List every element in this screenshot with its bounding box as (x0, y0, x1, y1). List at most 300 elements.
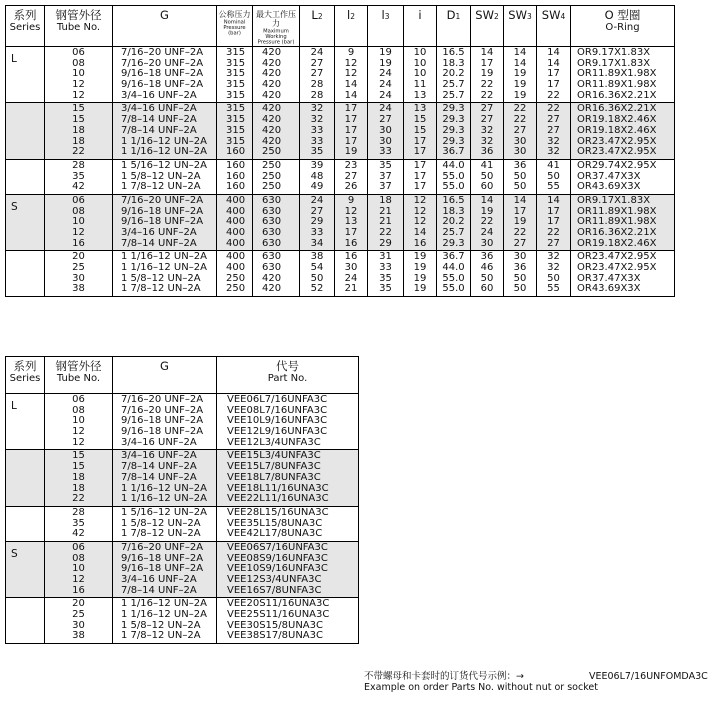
i2-value: 16 (344, 237, 358, 249)
order-example-note (364, 671, 708, 693)
part-no-value: VEE18L7/8UNFA3C (227, 471, 321, 483)
i-value: 17 (413, 170, 427, 182)
i2-value: 17 (344, 124, 358, 136)
tube-value: 30 (72, 619, 85, 631)
oring-value: OR43.69X3X (577, 283, 641, 295)
sw4-value: 32 (547, 262, 560, 274)
sw3-value: 27 (513, 237, 527, 249)
sw3-value: 19 (513, 79, 527, 91)
thread-cell (113, 103, 217, 159)
sw3-header: SW3 (504, 6, 537, 47)
oring-value: OR9.17X1.83X (577, 57, 651, 69)
nominal-pressure-value: 250 (226, 272, 246, 284)
nominal-pressure-cell (217, 251, 253, 297)
sw3-value: 14 (513, 57, 527, 69)
thread-value: 1 5/8–12 UN–2A (121, 170, 201, 182)
part-no-cell (217, 506, 359, 541)
i2-value: 23 (344, 159, 358, 171)
part-no-value: VEE30S15/8UNA3C (227, 619, 323, 631)
i3-value: 31 (379, 251, 392, 263)
d1-value: 20.2 (442, 68, 465, 80)
sw2-value: 19 (480, 68, 494, 80)
l2-header: L2 (300, 6, 335, 47)
sw4-value: 41 (547, 159, 560, 171)
sw2-value: 60 (480, 181, 494, 193)
thread-value: 1 7/8–12 UN–2A (121, 630, 201, 642)
tube-value: 38 (72, 630, 85, 642)
d1-value: 25.7 (442, 227, 465, 238)
tube-value: 10 (72, 563, 85, 575)
thread-value: 7/8–14 UNF–2A (121, 584, 197, 596)
d1-value: 25.7 (442, 89, 465, 101)
thread-value: 1 5/8–12 UN–2A (121, 619, 201, 631)
l2-value: 27 (310, 68, 324, 80)
l2-value: 33 (310, 227, 324, 238)
max-pressure-value: 420 (262, 272, 282, 284)
d1-value: 44.0 (442, 262, 465, 274)
l2-value: 54 (310, 262, 324, 274)
l2-value: 33 (310, 124, 324, 136)
tube-value: 38 (72, 283, 85, 295)
tube-value: 20 (72, 251, 85, 263)
i2-value: 12 (344, 68, 358, 80)
sw2-value: 22 (480, 216, 494, 228)
oring-value: OR23.47X2.95X (577, 262, 657, 274)
tube-value: 16 (72, 237, 85, 249)
sw4-value: 14 (547, 194, 560, 206)
tube-value: 35 (72, 170, 85, 182)
tube-value: 18 (72, 482, 85, 494)
sw3-value: 30 (513, 146, 527, 158)
series-cell (6, 159, 45, 194)
nominal-pressure-value: 400 (226, 216, 246, 228)
part-number-table (5, 356, 359, 644)
i-value: 11 (413, 79, 427, 91)
thread-value: 1 1/16–12 UN–2A (121, 482, 207, 494)
max-pressure-value: 420 (262, 114, 282, 126)
tube-value: 10 (72, 68, 85, 80)
sw4-cell (537, 251, 571, 297)
l2-value: 52 (310, 283, 324, 295)
i3-cell (368, 194, 404, 250)
d1-value: 18.3 (442, 57, 465, 69)
tube-value: 12 (72, 227, 85, 238)
i2-value: 17 (344, 135, 358, 147)
thread-cell (113, 598, 217, 644)
i-value: 14 (413, 227, 427, 238)
oring-value: OR11.89X1.98X (577, 68, 657, 80)
i2-value: 14 (344, 89, 358, 101)
nominal-pressure-cell (217, 159, 253, 194)
tube-cell (45, 194, 113, 250)
i3-value: 30 (379, 124, 392, 136)
sw3-value: 19 (513, 68, 527, 80)
sw4-value: 50 (547, 272, 560, 284)
sw3-cell (504, 103, 537, 159)
nominal-pressure-value: 315 (226, 103, 246, 115)
l2-value: 50 (310, 272, 324, 284)
d1-value: 16.5 (442, 194, 465, 206)
nominal-pressure-cell (217, 47, 253, 103)
tube-value: 22 (72, 493, 85, 505)
nominal-pressure-cell (217, 194, 253, 250)
sw4-value: 32 (547, 135, 560, 147)
d1-value: 29.3 (442, 237, 465, 249)
thread-value: 7/8–14 UNF–2A (121, 124, 197, 136)
max-pressure-value: 420 (262, 68, 282, 80)
i-cell (404, 194, 437, 250)
sw4-value: 22 (547, 103, 560, 115)
i-cell (404, 159, 437, 194)
tube-value: 15 (72, 450, 85, 462)
l2-value: 24 (310, 194, 324, 206)
sw3-value: 22 (513, 227, 527, 238)
max-pressure-value: 630 (262, 262, 282, 274)
thread-cell (113, 47, 217, 103)
i2-cell (335, 159, 368, 194)
l2-cell (300, 47, 335, 103)
i3-value: 21 (379, 205, 392, 217)
thread-value: 9/16–18 UNF–2A (121, 79, 204, 91)
l2-value: 34 (310, 237, 324, 249)
i2-cell (335, 194, 368, 250)
max-pressure-value: 630 (262, 251, 282, 263)
nominal-pressure-value: 160 (226, 146, 246, 158)
i3-value: 35 (379, 159, 392, 171)
sw4-value: 27 (547, 114, 560, 126)
tube-value: 18 (72, 135, 85, 147)
sw2-cell (471, 103, 504, 159)
sw2-value: 27 (480, 114, 494, 126)
table-row (6, 541, 359, 597)
sw2-value: 14 (480, 47, 494, 58)
sw3-value: 50 (513, 181, 527, 193)
part-no-cell (217, 541, 359, 597)
tube-value: 10 (72, 216, 85, 228)
i3-cell (368, 159, 404, 194)
thread-value: 1 1/16–12 UN–2A (121, 262, 207, 274)
thread-value: 9/16–18 UNF–2A (121, 415, 204, 427)
oring-value: OR29.74X2.95X (577, 159, 657, 171)
thread-value: 1 5/16–12 UN–2A (121, 159, 207, 171)
table-row (6, 394, 359, 450)
tube-cell (45, 450, 113, 506)
max-pressure-header: 最大工作压力 Maximum Working Pressure (bar) (253, 6, 300, 47)
thread-value: 3/4–16 UNF–2A (121, 89, 197, 101)
i-value: 17 (413, 181, 427, 193)
tube-value: 16 (72, 584, 85, 596)
part-no-cell (217, 598, 359, 644)
oring-value: OR9.17X1.83X (577, 47, 651, 58)
d1-value: 44.0 (442, 159, 465, 171)
oring-cell (571, 251, 675, 297)
nominal-pressure-value: 400 (226, 237, 246, 249)
sw2-value: 32 (480, 124, 494, 136)
i3-cell (368, 47, 404, 103)
part-no-value: VEE16S7/8UNFA3C (227, 584, 322, 596)
sw2-value: 60 (480, 283, 494, 295)
max-pressure-value: 420 (262, 57, 282, 69)
l2-value: 28 (310, 89, 324, 101)
thread-header: G (113, 6, 217, 47)
i2-value: 17 (344, 103, 358, 115)
oring-cell (571, 159, 675, 194)
thread-value: 3/4–16 UNF–2A (121, 450, 197, 462)
tube-cell (45, 394, 113, 450)
i-value: 17 (413, 146, 427, 158)
i3-value: 21 (379, 216, 392, 228)
part-no-value: VEE12L9/16UNFA3C (227, 426, 328, 438)
sw4-value: 50 (547, 170, 560, 182)
part-no-value: VEE08L7/16UNFA3C (227, 404, 328, 416)
table-row (6, 47, 675, 103)
d1-value: 18.3 (442, 205, 465, 217)
max-pressure-cell (253, 251, 300, 297)
thread-value: 9/16–18 UNF–2A (121, 552, 204, 564)
i3-cell (368, 103, 404, 159)
sw3-value: 50 (513, 272, 527, 284)
part-no-value: VEE15L7/8UNFA3C (227, 461, 321, 473)
sw2-value: 19 (480, 205, 494, 217)
thread-value: 9/16–18 UNF–2A (121, 68, 204, 80)
sw3-value: 17 (513, 205, 527, 217)
thread-value: 1 7/8–12 UN–2A (121, 181, 201, 193)
thread-value: 1 5/16–12 UN–2A (121, 506, 207, 518)
sw3-cell (504, 194, 537, 250)
part-no-value: VEE42L17/8UNA3C (227, 528, 323, 540)
nominal-pressure-value: 160 (226, 181, 246, 193)
tube-value: 15 (72, 103, 85, 115)
tube-value: 06 (72, 394, 85, 405)
sw3-value: 36 (513, 262, 527, 274)
sw4-header: SW4 (537, 6, 571, 47)
sw4-value: 14 (547, 47, 560, 58)
d1-cell (437, 251, 471, 297)
l2-value: 27 (310, 205, 324, 217)
sw4-cell (537, 103, 571, 159)
sw3-value: 27 (513, 124, 527, 136)
sw3-cell (504, 159, 537, 194)
oring-value: OR43.69X3X (577, 181, 641, 193)
i2-cell (335, 47, 368, 103)
sw2-value: 36 (480, 146, 494, 158)
thread-value: 3/4–16 UNF–2A (121, 436, 197, 448)
sw2-value: 50 (480, 272, 494, 284)
i-value: 19 (413, 283, 427, 295)
sw3-value: 14 (513, 194, 527, 206)
note-english: Example on order Parts No. without nut or socket (364, 682, 598, 693)
l2-value: 28 (310, 79, 324, 91)
sw3-value: 22 (513, 103, 527, 115)
tube-cell (45, 251, 113, 297)
nominal-pressure-value: 160 (226, 170, 246, 182)
sw2-value: 17 (480, 57, 494, 69)
thread-value: 3/4–16 UNF–2A (121, 574, 197, 585)
tube-value: 06 (72, 194, 85, 206)
sw2-value: 30 (480, 237, 494, 249)
sw4-value: 17 (547, 68, 560, 80)
series-cell: L (6, 47, 45, 103)
thread-value: 7/16–20 UNF–2A (121, 194, 204, 206)
i3-value: 18 (379, 194, 392, 206)
thread-value: 7/8–14 UNF–2A (121, 114, 197, 126)
oring-value: OR16.36X2.21X (577, 227, 657, 238)
part-no-value: VEE08S9/16UNFA3C (227, 552, 328, 564)
i2-value: 17 (344, 227, 358, 238)
oring-cell (571, 47, 675, 103)
i3-value: 22 (379, 227, 392, 238)
part-no-value: VEE12S3/4UNFA3C (227, 574, 322, 585)
part-no-value: VEE22L11/16UNA3C (227, 493, 329, 505)
i3-value: 33 (379, 262, 392, 274)
nominal-pressure-value: 315 (226, 68, 246, 80)
series-cell (6, 251, 45, 297)
tube-value: 35 (72, 517, 85, 529)
i2-header: l2 (335, 6, 368, 47)
tube-cell (45, 159, 113, 194)
d1-value: 20.2 (442, 216, 465, 228)
tube-cell (45, 506, 113, 541)
sw2-cell (471, 194, 504, 250)
d1-value: 29.3 (442, 124, 465, 136)
i-value: 17 (413, 159, 427, 171)
series-cell: S (6, 541, 45, 597)
sw4-value: 17 (547, 79, 560, 91)
i-value: 15 (413, 124, 427, 136)
thread-value: 7/8–14 UNF–2A (121, 471, 197, 483)
max-pressure-value: 420 (262, 103, 282, 115)
tube-value: 20 (72, 598, 85, 610)
d1-value: 25.7 (442, 79, 465, 91)
sw2-value: 36 (480, 251, 494, 263)
sw2-cell (471, 159, 504, 194)
max-pressure-value: 630 (262, 216, 282, 228)
nominal-pressure-value: 315 (226, 79, 246, 91)
oring-value: OR19.18X2.46X (577, 124, 657, 136)
part-no-value: VEE35L15/8UNA3C (227, 517, 323, 529)
sw4-value: 55 (547, 283, 560, 295)
sw3-value: 50 (513, 283, 527, 295)
tube-value: 12 (72, 79, 85, 91)
oring-value: OR37.47X3X (577, 170, 641, 182)
i-value: 16 (413, 237, 427, 249)
thread-value: 7/16–20 UNF–2A (121, 57, 204, 69)
tube-value: 25 (72, 262, 85, 274)
d1-value: 29.3 (442, 135, 465, 147)
d1-value: 29.3 (442, 114, 465, 126)
thread-value: 1 7/8–12 UN–2A (121, 528, 201, 540)
sw4-cell (537, 194, 571, 250)
max-pressure-value: 250 (262, 159, 282, 171)
i3-header: l3 (368, 6, 404, 47)
i-value: 19 (413, 272, 427, 284)
tube-value: 15 (72, 114, 85, 126)
i2-value: 17 (344, 114, 358, 126)
d1-cell (437, 159, 471, 194)
part-no-value: VEE10S9/16UNFA3C (227, 563, 328, 575)
thread-cell (113, 541, 217, 597)
part-no-cell (217, 450, 359, 506)
oring-value: OR16.36X2.21X (577, 103, 657, 115)
sw3-value: 22 (513, 114, 527, 126)
thread-value: 7/8–14 UNF–2A (121, 237, 197, 249)
thread-cell (113, 450, 217, 506)
max-pressure-value: 630 (262, 227, 282, 238)
thread-value: 7/8–14 UNF–2A (121, 461, 197, 473)
sw4-cell (537, 47, 571, 103)
i2-value: 27 (344, 170, 358, 182)
i-value: 12 (413, 205, 427, 217)
i-cell (404, 251, 437, 297)
nominal-pressure-value: 160 (226, 159, 246, 171)
l2-value: 35 (310, 146, 324, 158)
sw4-value: 32 (547, 251, 560, 263)
max-pressure-value: 420 (262, 283, 282, 295)
note-example-code: VEE06L7/16UNFOMDA3C (589, 671, 708, 682)
l2-cell (300, 159, 335, 194)
l2-value: 33 (310, 135, 324, 147)
max-pressure-value: 630 (262, 194, 282, 206)
i-value: 12 (413, 194, 427, 206)
thread-value: 7/16–20 UNF–2A (121, 404, 204, 416)
max-pressure-value: 250 (262, 181, 282, 193)
thread-cell (113, 394, 217, 450)
table-row (6, 159, 675, 194)
l2-value: 32 (310, 114, 324, 126)
series-cell (6, 450, 45, 506)
sw4-value: 22 (547, 227, 560, 238)
l2-cell (300, 251, 335, 297)
max-pressure-value: 420 (262, 135, 282, 147)
max-pressure-value: 630 (262, 205, 282, 217)
i3-value: 19 (379, 57, 392, 69)
sw4-cell (537, 159, 571, 194)
i3-value: 24 (379, 79, 392, 91)
nominal-pressure-value: 315 (226, 47, 246, 58)
table-header-row (6, 357, 359, 394)
oring-value: OR11.89X1.98X (577, 79, 657, 91)
part-no-value: VEE20S11/16UNA3C (227, 598, 330, 610)
max-pressure-value: 250 (262, 170, 282, 182)
part-no-cell (217, 394, 359, 450)
tube-value: 28 (72, 506, 85, 518)
tube-value: 08 (72, 404, 85, 416)
tube-value: 42 (72, 181, 85, 193)
series-header: 系列 Series (6, 6, 45, 47)
i3-value: 19 (379, 47, 392, 58)
part-no-value: VEE12L3/4UNFA3C (227, 436, 321, 448)
sw2-value: 22 (480, 89, 494, 101)
d1-value: 16.5 (442, 47, 465, 58)
note-chinese: 不带螺母和卡套时的订货代号示例：→ (364, 671, 524, 682)
tube-value: 28 (72, 159, 85, 171)
table-row (6, 506, 359, 541)
i3-value: 35 (379, 272, 392, 284)
tube-header: 钢管外径 Tube No. (45, 357, 113, 394)
thread-value: 1 1/16–12 UN–2A (121, 251, 207, 263)
d1-value: 29.3 (442, 103, 465, 115)
oring-value: OR19.18X2.46X (577, 114, 657, 126)
oring-value: OR11.89X1.98X (577, 216, 657, 228)
d1-value: 36.7 (442, 146, 465, 158)
nominal-pressure-value: 315 (226, 124, 246, 136)
thread-cell (113, 251, 217, 297)
thread-value: 1 5/8–12 UN–2A (121, 272, 201, 284)
thread-value: 7/16–20 UNF–2A (121, 394, 204, 405)
sw3-value: 19 (513, 89, 527, 101)
tube-value: 08 (72, 552, 85, 564)
specs-table (5, 5, 675, 297)
